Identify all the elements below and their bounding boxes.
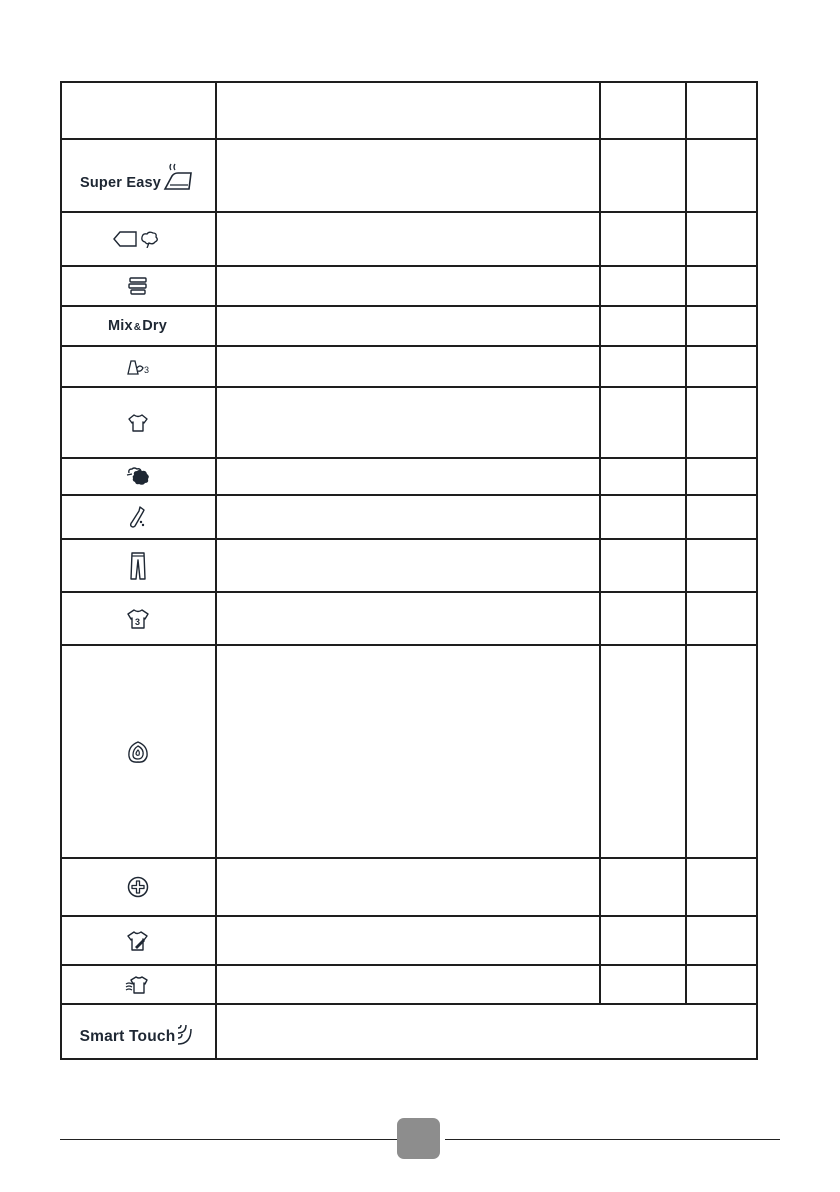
baby-bottle-cell xyxy=(60,496,215,538)
shirt-pen-cell xyxy=(60,917,215,964)
programme-table xyxy=(60,81,758,1060)
mix-dry-label-dry: Dry xyxy=(142,318,167,334)
shirt-pen-icon xyxy=(127,931,149,951)
page-number-badge xyxy=(397,1118,440,1159)
wool-sheep-cell xyxy=(60,459,215,494)
smart-touch-logo xyxy=(80,1018,196,1046)
wool-yarn-cell xyxy=(60,646,215,857)
smart-touch-nfc-icon xyxy=(175,1020,195,1046)
super-easy-logo xyxy=(80,161,195,191)
super-easy-cell xyxy=(60,140,215,211)
column-line xyxy=(215,81,217,1060)
hygiene-cell xyxy=(60,859,215,915)
jeans-cell xyxy=(60,540,215,591)
row-line xyxy=(60,1058,758,1060)
stacked-laundry-cell xyxy=(60,267,215,305)
shirt-air-cell xyxy=(60,966,215,1003)
jeans-icon xyxy=(130,552,146,580)
column-line xyxy=(756,81,758,1060)
mix-dry-label-mix: Mix xyxy=(108,318,133,334)
shirt-cell xyxy=(60,388,215,457)
super-easy-iron-icon xyxy=(161,161,195,191)
smart-touch-label: Smart Touch xyxy=(79,1027,176,1045)
wool-yarn-icon xyxy=(127,740,149,764)
shirt-number-3-icon xyxy=(127,609,149,629)
wool-sheep-icon xyxy=(125,467,151,487)
mix-dry-label-amp: & xyxy=(133,322,142,333)
footer-rule-left xyxy=(60,1139,397,1140)
column-line xyxy=(599,81,601,1005)
eco-cotton-icon xyxy=(112,230,164,248)
baby-clothes-icon xyxy=(125,358,151,376)
column-line xyxy=(685,81,687,1005)
shirt-icon xyxy=(128,414,148,432)
mix-dry-cell xyxy=(60,307,215,345)
baby-clothes-cell xyxy=(60,347,215,386)
eco-cotton-cell xyxy=(60,213,215,265)
mix-and-dry-label xyxy=(108,318,167,334)
baby-bottle-icon xyxy=(129,505,147,529)
shirt-3-cell xyxy=(60,593,215,644)
footer-rule-right xyxy=(445,1139,780,1140)
super-easy-label: Super Easy xyxy=(80,174,161,191)
svg-text:3: 3 xyxy=(134,616,140,627)
shirt-air-icon xyxy=(125,976,151,994)
stacked-laundry-icon xyxy=(128,276,148,296)
smart-touch-cell xyxy=(60,1005,215,1058)
hygiene-cross-icon xyxy=(127,876,149,898)
svg-text:3: 3 xyxy=(143,364,149,375)
row-line xyxy=(60,81,758,83)
